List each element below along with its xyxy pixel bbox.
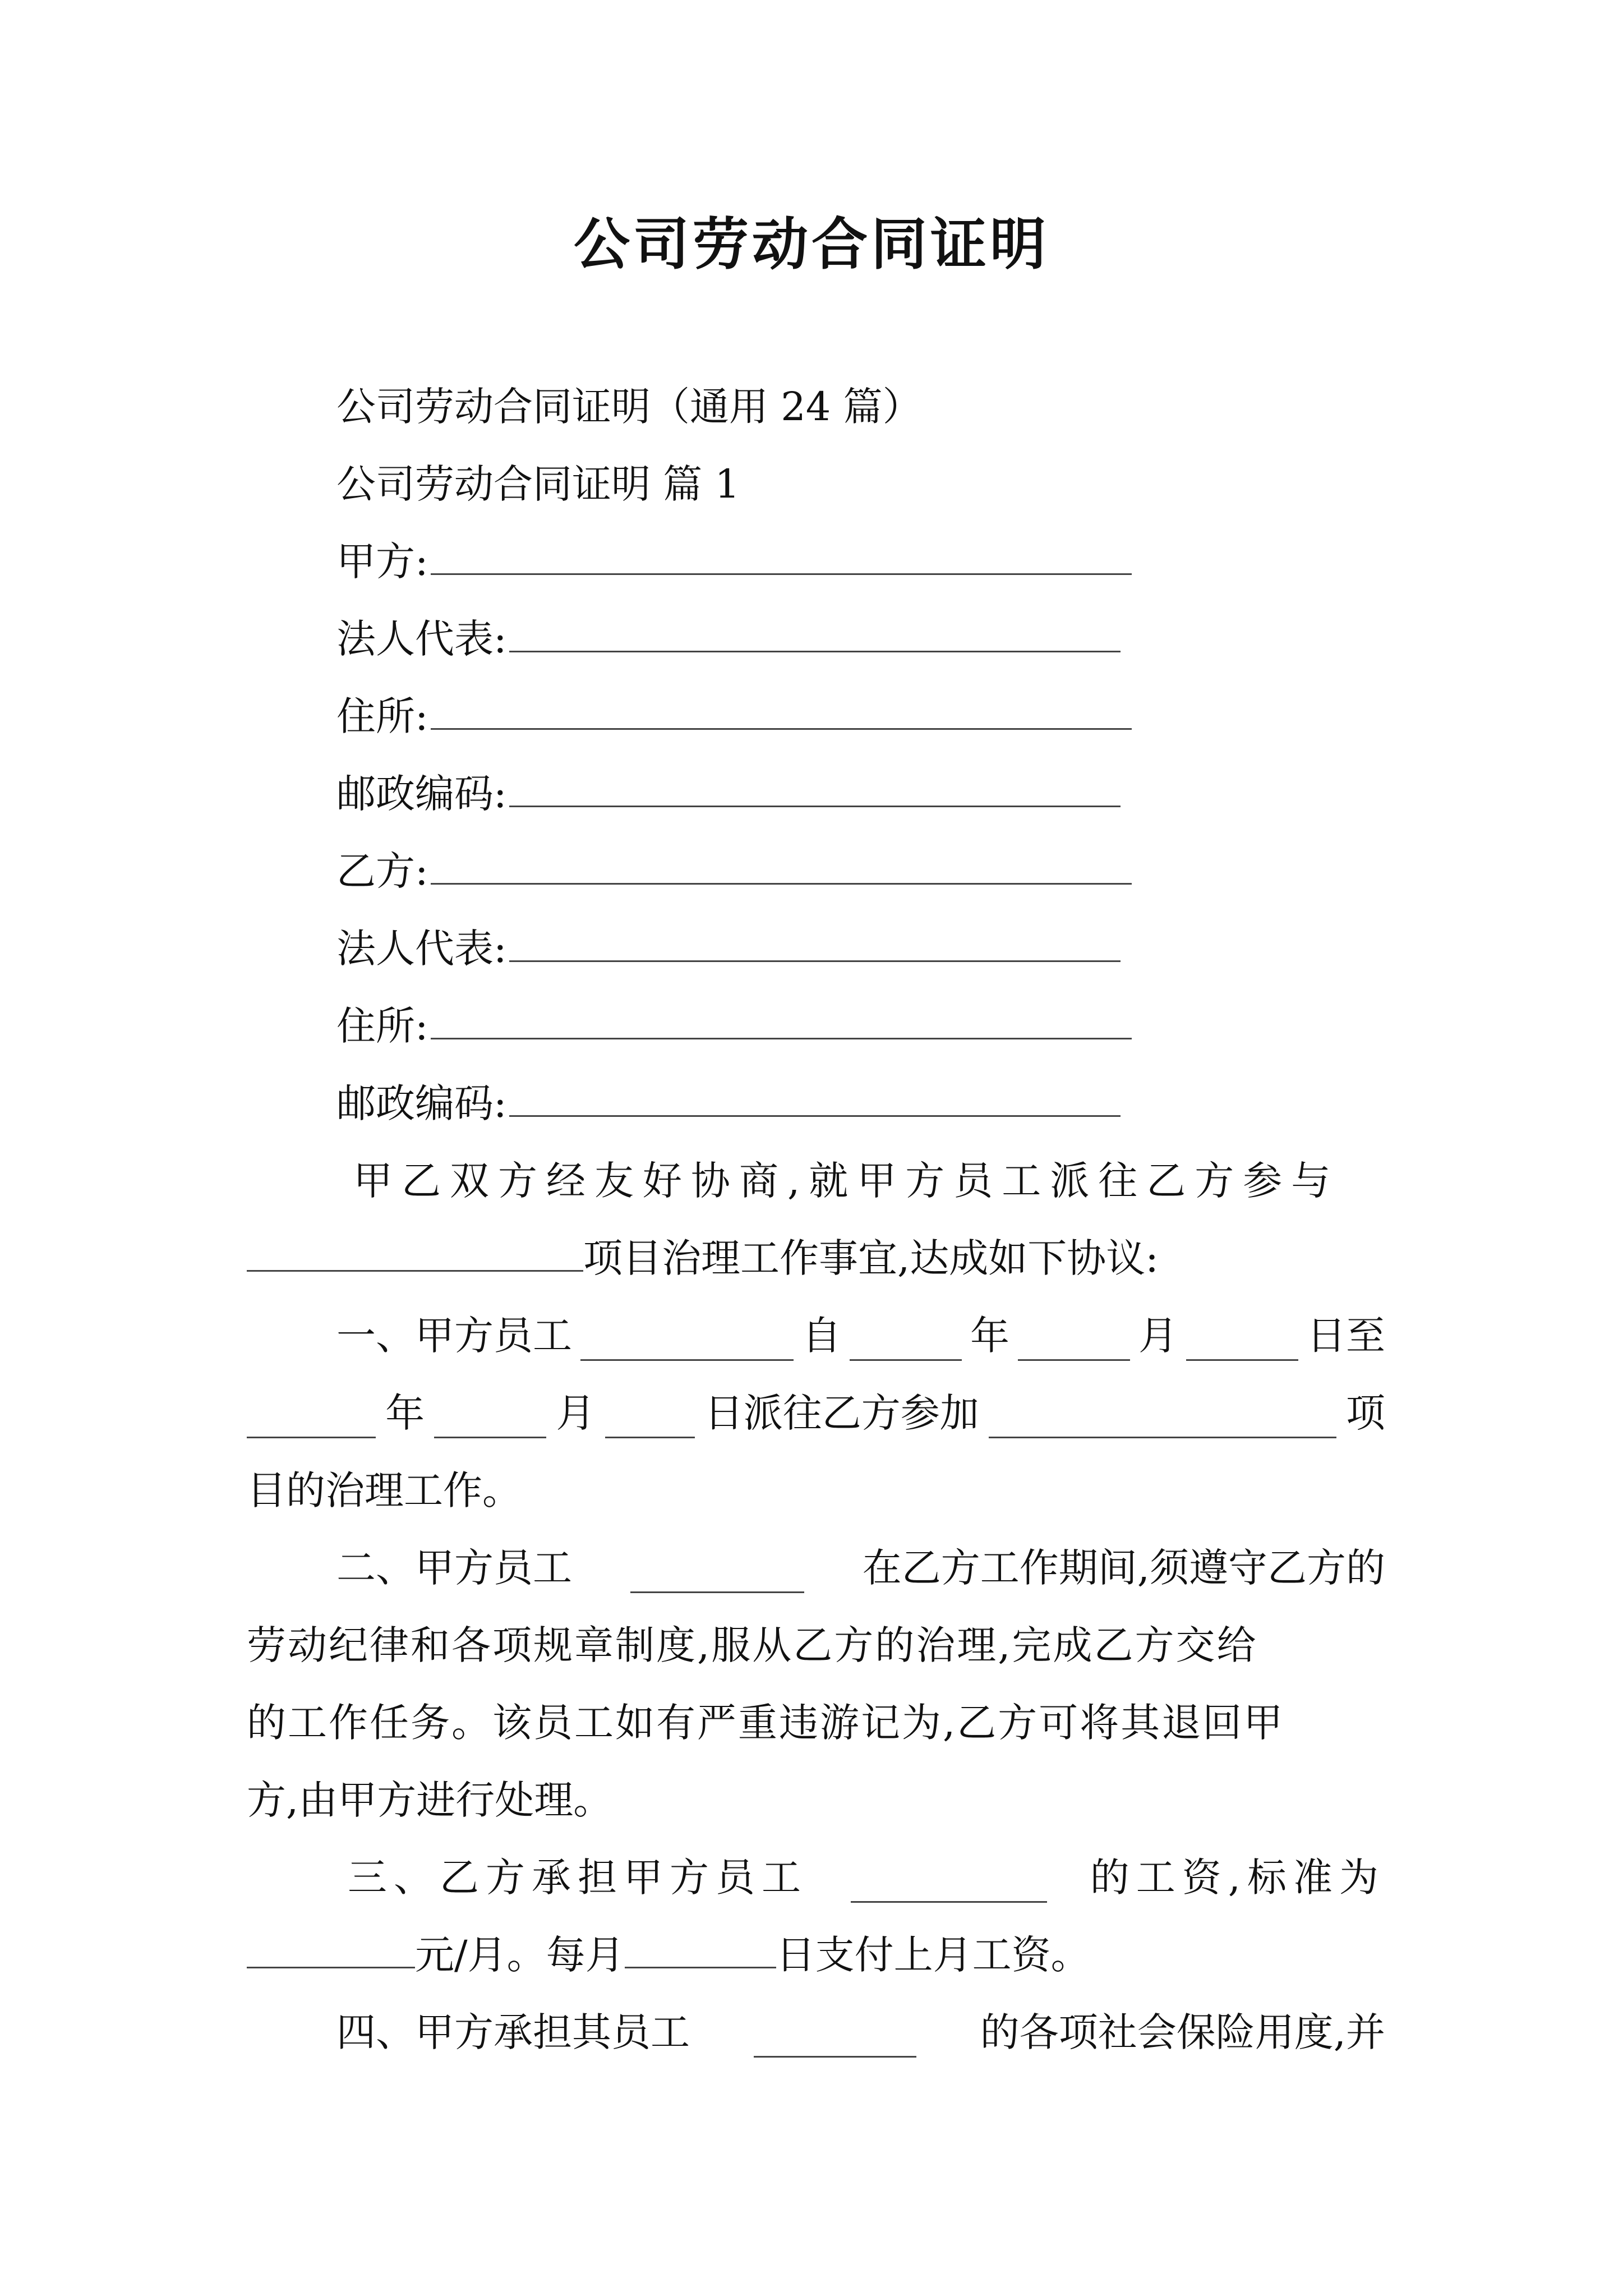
clause-1-text-d: 月 <box>1138 1313 1178 1359</box>
project-blank <box>247 1237 583 1272</box>
employee-blank-1 <box>580 1327 794 1361</box>
clause-1-line-3: 目的治理工作。 <box>247 1467 522 1513</box>
year-blank-2 <box>247 1404 376 1438</box>
party-a-address-blank <box>431 696 1132 730</box>
clause-1-text-a: 一、甲方员工 <box>336 1313 572 1359</box>
clause-3-text-c: 元/月。每月 <box>415 1932 625 1978</box>
party-b-rep-field <box>336 923 1121 974</box>
clause-1-text-i: 项 <box>1345 1390 1385 1436</box>
clause-2-line-1 <box>336 1543 1385 1593</box>
party-a-postcode-blank <box>509 773 1121 807</box>
clause-3-line-2 <box>247 1930 1090 1980</box>
clause-1-text-f: 年 <box>385 1390 425 1436</box>
clause-4-line-1 <box>336 2007 1385 2058</box>
salary-blank <box>247 1934 415 1968</box>
party-a-rep-blank <box>509 618 1121 652</box>
clause-4-text-b: 的各项社会保险用度,并 <box>980 2009 1385 2055</box>
month-blank-1 <box>1018 1327 1130 1361</box>
party-a-postcode-label: 邮政编码: <box>336 771 507 817</box>
party-b-rep-blank <box>509 928 1121 962</box>
employee-blank-3 <box>851 1869 1047 1903</box>
month-blank-2 <box>434 1404 546 1438</box>
clause-1-text-h: 日派往乙方参加 <box>704 1390 979 1436</box>
party-b-address-field <box>336 1001 1132 1051</box>
clause-2-line-3: 的工作任务。该员工如有严重违游记为,乙方可将其退回甲 <box>247 1700 1285 1746</box>
party-a-rep-field <box>336 614 1121 664</box>
party-a-field <box>336 536 1132 587</box>
clause-1-text-b: 自 <box>802 1313 841 1359</box>
party-a-address-field <box>336 691 1132 742</box>
employee-blank-2 <box>630 1559 804 1593</box>
day-blank-1 <box>1186 1327 1298 1361</box>
intro-text-2: 项目治理工作事宜,达成如下协议: <box>583 1235 1159 1281</box>
intro-line-2 <box>247 1233 1159 1283</box>
section-heading: 公司劳动合同证明 篇 1 <box>336 461 740 507</box>
party-a-rep-label: 法人代表: <box>336 616 507 662</box>
clause-1-text-g: 月 <box>556 1390 596 1436</box>
document-subtitle: 公司劳动合同证明（通用 24 篇） <box>336 384 922 430</box>
party-b-postcode-blank <box>509 1083 1121 1117</box>
clause-3-line-1 <box>348 1852 1385 1903</box>
project-blank-2 <box>989 1404 1336 1438</box>
clause-4-text-a: 四、甲方承担其员工 <box>336 2009 690 2055</box>
party-b-address-label: 住所: <box>336 1003 428 1049</box>
party-b-postcode-label: 邮政编码: <box>336 1080 507 1126</box>
clause-3-text-a: 三、乙方承担甲方员工 <box>348 1855 808 1901</box>
clause-2-text-b: 在乙方工作期间,须遵守乙方的 <box>862 1545 1385 1591</box>
party-a-postcode-field <box>336 769 1121 819</box>
party-b-postcode-field <box>336 1078 1121 1129</box>
party-b-blank <box>431 850 1132 885</box>
party-b-field <box>336 846 1132 896</box>
document-title: 公司劳动合同证明 <box>574 211 1049 277</box>
party-b-label: 乙方: <box>336 848 428 894</box>
party-a-blank <box>431 541 1132 575</box>
clause-1-line-2 <box>247 1388 1385 1438</box>
party-a-address-label: 住所: <box>336 693 428 739</box>
party-b-address-blank <box>431 1005 1132 1039</box>
payday-blank <box>625 1934 776 1968</box>
intro-line-1: 甲乙双方经友好协商,就甲方员工派往乙方参与 <box>353 1158 1340 1204</box>
party-a-label: 甲方: <box>336 539 428 585</box>
employee-blank-4 <box>754 2023 916 2058</box>
clause-1-line-1 <box>336 1310 1385 1361</box>
clause-2-text-a: 二、甲方员工 <box>336 1545 572 1591</box>
clause-1-text-e: 日至 <box>1307 1313 1385 1359</box>
clause-2-line-2: 劳动纪律和各项规章制度,服从乙方的治理,完成乙方交给 <box>247 1622 1258 1668</box>
clause-3-text-b: 的工资,标准为 <box>1090 1855 1385 1901</box>
day-blank-2 <box>605 1404 695 1438</box>
clause-2-line-4: 方,由甲方进行处理。 <box>247 1777 613 1823</box>
clause-1-text-c: 年 <box>970 1313 1009 1359</box>
clause-3-text-d: 日支付上月工资。 <box>776 1932 1090 1978</box>
party-b-rep-label: 法人代表: <box>336 926 507 972</box>
year-blank-1 <box>850 1327 962 1361</box>
